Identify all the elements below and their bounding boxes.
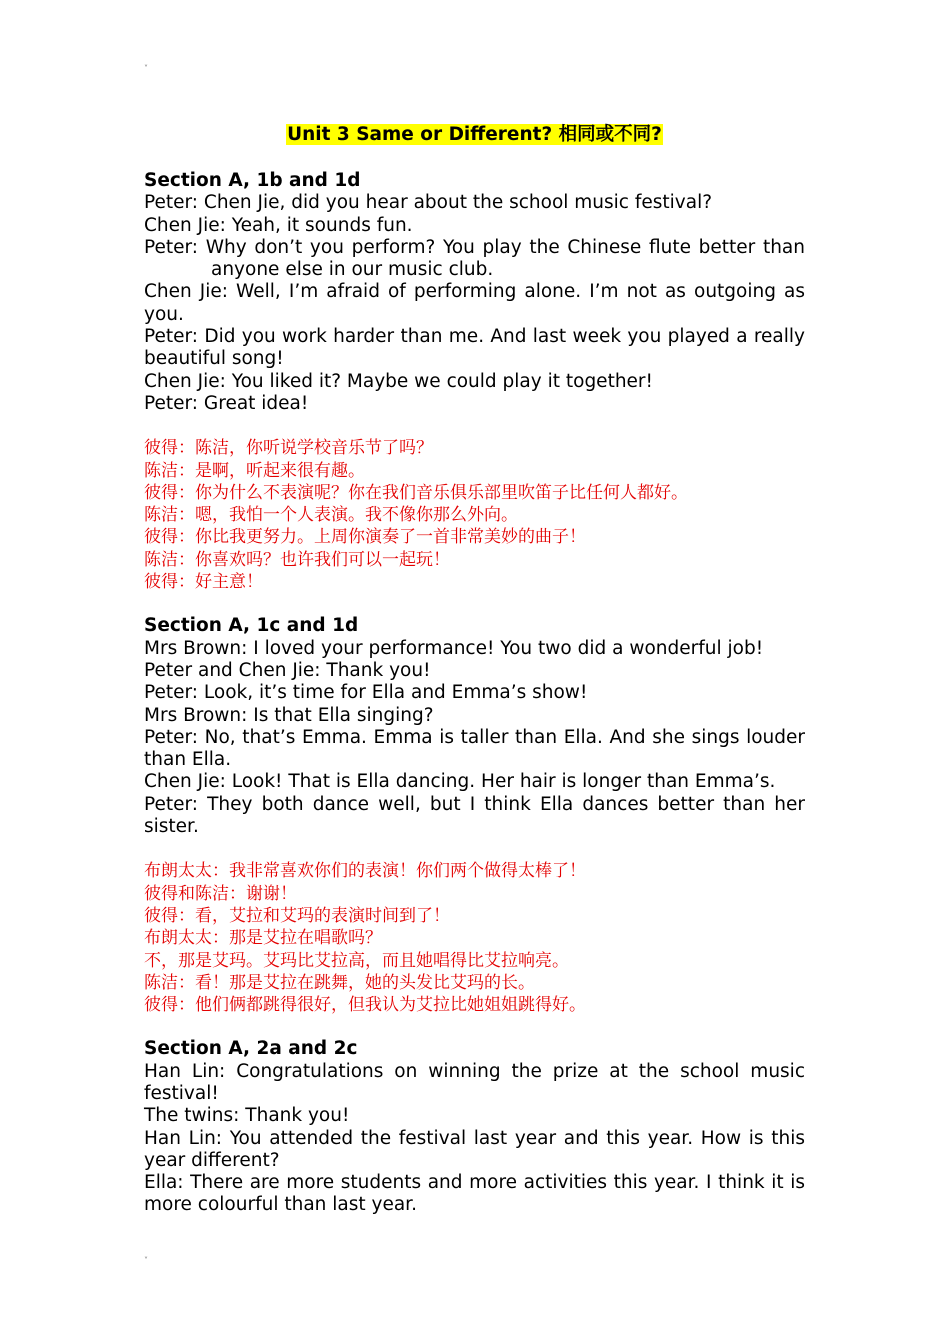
chinese-translation [144,860,805,1016]
section-heading: Section A, 1b and 1d [144,170,361,191]
section-heading: Section A, 1c and 1d [144,615,359,637]
corner-mark-top: ˅ [144,64,148,73]
dialogue-line: Han Lin: You attended the festival last year and this year. How is this year different? [144,1127,805,1171]
section-heading: Section A, 2a and 2c [144,1038,358,1060]
translation-line: 陈洁：看！那是艾拉在跳舞，她的头发比艾玛的长。 [144,972,535,993]
translation-line: 布朗太太：我非常喜欢你们的表演！你们两个做得太棒了！ [144,861,586,882]
translation-line: 彼得：陈洁，你听说学校音乐节了吗？ [144,438,433,459]
dialogue-line: Peter: No, that’s Emma. Emma is taller than Ella. And she sings louder than Ella. [144,726,805,771]
translation-line: 不，那是艾玛。艾玛比艾拉高，而且她唱得比艾拉响亮。 [144,950,569,971]
dialogue-line: Peter: Chen Jie, did you hear about the school music festival? [144,192,713,214]
dialogue-line: Peter: Great idea! [144,392,309,414]
title-english: Unit 3 Same or Different? [287,124,553,145]
dialogue-line: Peter and Chen Jie: Thank you! [144,659,431,681]
dialogue-line: Peter: Why don’t you perform? You play the Chinese flute better than anyone else in our music club. [144,236,805,281]
dialogue-line: Han Lin: Congratulations on winning the prize at the school music festival! [144,1060,805,1104]
section-1 [144,170,805,593]
translation-line: 彼得：他们俩都跳得很好，但我认为艾拉比她姐姐跳得好。 [144,995,586,1016]
dialogue-line: Chen Jie: Well, I’m afraid of performing alone. I’m not as outgoing as you. [144,281,805,325]
dialogue-line: Ella: There are more students and more activities this year. I think it is more colourful than last year. [144,1172,805,1216]
dialogue-line: Peter: Did you work harder than me. And last week you played a really beautiful song! [144,326,805,370]
dialogue-line: Chen Jie: Look! That is Ella dancing. Her hair is longer than Emma’s. [144,771,776,793]
translation-line: 彼得：你比我更努力。上周你演奏了一首非常美妙的曲子！ [144,527,586,548]
translation-line: 彼得和陈洁：谢谢！ [144,883,297,904]
dialogue-line: Mrs Brown: I loved your performance! You two did a wonderful job! [144,637,764,659]
dialogue-line: Peter: Look, it’s time for Ella and Emma’s show! [144,682,588,704]
translation-line: 彼得：看，艾拉和艾玛的表演时间到了！ [144,905,450,926]
section-3 [144,1038,805,1216]
section-2 [144,615,805,1016]
dialogue-line: Peter: They both dance well, but I think Ella dances better than her sister. [144,793,805,838]
chinese-translation [144,437,805,593]
corner-mark-bottom: ˅ [144,1256,148,1265]
title-chinese: 相同或不同? [558,124,662,145]
translation-line: 陈洁：嗯，我怕一个人表演。我不像你那么外向。 [144,505,518,526]
page-title [286,124,663,145]
translation-line: 彼得：好主意！ [144,572,263,593]
dialogue-line: The twins: Thank you! [144,1105,350,1127]
title-row [144,124,805,148]
translation-line: 彼得：你为什么不表演呢？你在我们音乐俱乐部里吹笛子比任何人都好。 [144,482,688,503]
translation-line: 陈洁：是啊，听起来很有趣。 [144,460,365,481]
document-page [144,124,805,1217]
dialogue-line: Chen Jie: You liked it? Maybe we could play it together! [144,370,653,392]
translation-line: 布朗太太：那是艾拉在唱歌吗？ [144,928,382,949]
translation-line: 陈洁：你喜欢吗？也许我们可以一起玩！ [144,549,450,570]
dialogue-line: Mrs Brown: Is that Ella singing? [144,704,434,726]
dialogue-line: Chen Jie: Yeah, it sounds fun. [144,214,413,236]
